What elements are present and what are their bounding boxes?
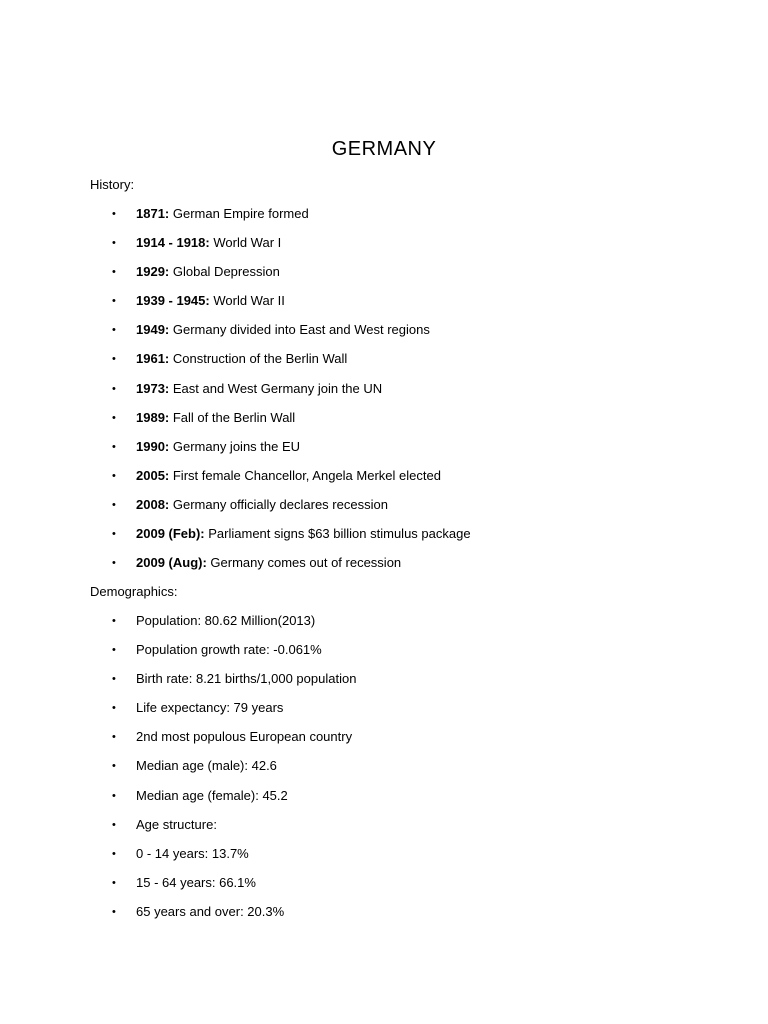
bullet-icon: • [112,644,116,657]
history-item-text [136,235,281,251]
history-item-description: Germany divided into East and West regions [169,322,430,338]
bullet-icon: • [112,324,116,337]
bullet-icon: • [112,353,116,366]
history-item-date: 1961: [136,351,170,367]
bullet-icon: • [112,208,116,220]
history-item-text [136,526,471,542]
history-item-description: Fall of the Berlin Wall [169,409,296,425]
demographics-item-text: Median age (male): 42.6 [136,758,277,774]
bullet-icon: • [112,789,116,802]
bullet-icon: • [112,673,116,686]
history-item-text [136,410,295,426]
history-item-description: German Empire formed [169,206,309,221]
history-item-text [136,439,300,455]
history-item-text [136,322,430,338]
demographics-item-text: Population: 80.62 Million(2013) [136,613,316,628]
history-item-description: Germany officially declares recession [169,496,388,512]
demographics-item-text: Population growth rate: -0.061% [136,642,322,658]
demographics-item-text: Age structure: [136,816,217,832]
history-item-description: Global Depression [169,264,280,280]
history-item-description: East and West Germany join the UN [169,380,383,396]
bullet-icon: • [112,237,116,250]
bullet-icon: • [112,295,116,308]
history-item-description: World War I [209,235,282,251]
bullet-icon: • [112,876,116,889]
demographics-item-text: 0 - 14 years: 13.7% [136,845,249,861]
demographics-item-text: Birth rate: 8.21 births/1,000 population [136,671,357,687]
bullet-icon: • [112,266,116,279]
demographics-item-text: Life expectancy: 79 years [136,700,284,716]
bullet-icon: • [112,411,116,424]
bullet-icon: • [112,731,116,744]
bullet-icon: • [112,760,116,773]
history-item-date: 2009 (Aug): [136,555,207,571]
page-title: GERMANY [331,138,437,160]
bullet-icon: • [112,440,116,453]
history-item-date: 1914 - 1918: [136,235,210,251]
history-item-date: 1989: [136,409,170,425]
demographics-item-text: 65 years and over: 20.3% [136,903,285,919]
history-item-date: 2008: [136,496,170,512]
history-item-text [136,555,401,571]
demographics-heading: Demographics: [90,584,178,599]
history-item-text [136,206,309,222]
history-item-date: 1990: [136,438,170,454]
history-heading: History: [90,177,135,192]
history-item-date: 1929: [136,264,170,280]
history-item-description: Parliament signs $63 billion stimulus package [204,526,471,542]
bullet-icon: • [112,905,116,918]
history-item-description: World War II [209,293,285,309]
bullet-icon: • [112,469,116,482]
bullet-icon: • [112,498,116,511]
history-item-date: 2009 (Feb): [136,526,205,542]
demographics-item-text: 2nd most populous European country [136,729,353,745]
history-item-text [136,497,388,513]
bullet-icon: • [112,557,116,570]
history-item-date: 1871: [136,206,170,221]
history-item-description: Germany comes out of recession [206,555,402,571]
history-item-text [136,351,347,367]
history-item-description: Germany joins the EU [169,438,301,454]
history-item-text [136,468,441,484]
bullet-icon: • [112,702,116,715]
history-item-text [136,381,382,397]
demographics-item-text: Median age (female): 45.2 [136,787,288,803]
history-item-description: Construction of the Berlin Wall [169,351,348,367]
history-item-description: First female Chancellor, Angela Merkel elected [169,467,441,483]
bullet-icon: • [112,847,116,860]
history-item-date: 1949: [136,322,170,338]
bullet-icon: • [112,615,116,627]
bullet-icon: • [112,818,116,831]
bullet-icon: • [112,528,116,541]
history-item-date: 2005: [136,467,170,483]
history-item-date: 1939 - 1945: [136,293,210,309]
bullet-icon: • [112,382,116,395]
history-item-text [136,264,280,280]
history-item-text [136,293,285,309]
demographics-item-text: 15 - 64 years: 66.1% [136,874,256,890]
history-item-date: 1973: [136,380,170,396]
